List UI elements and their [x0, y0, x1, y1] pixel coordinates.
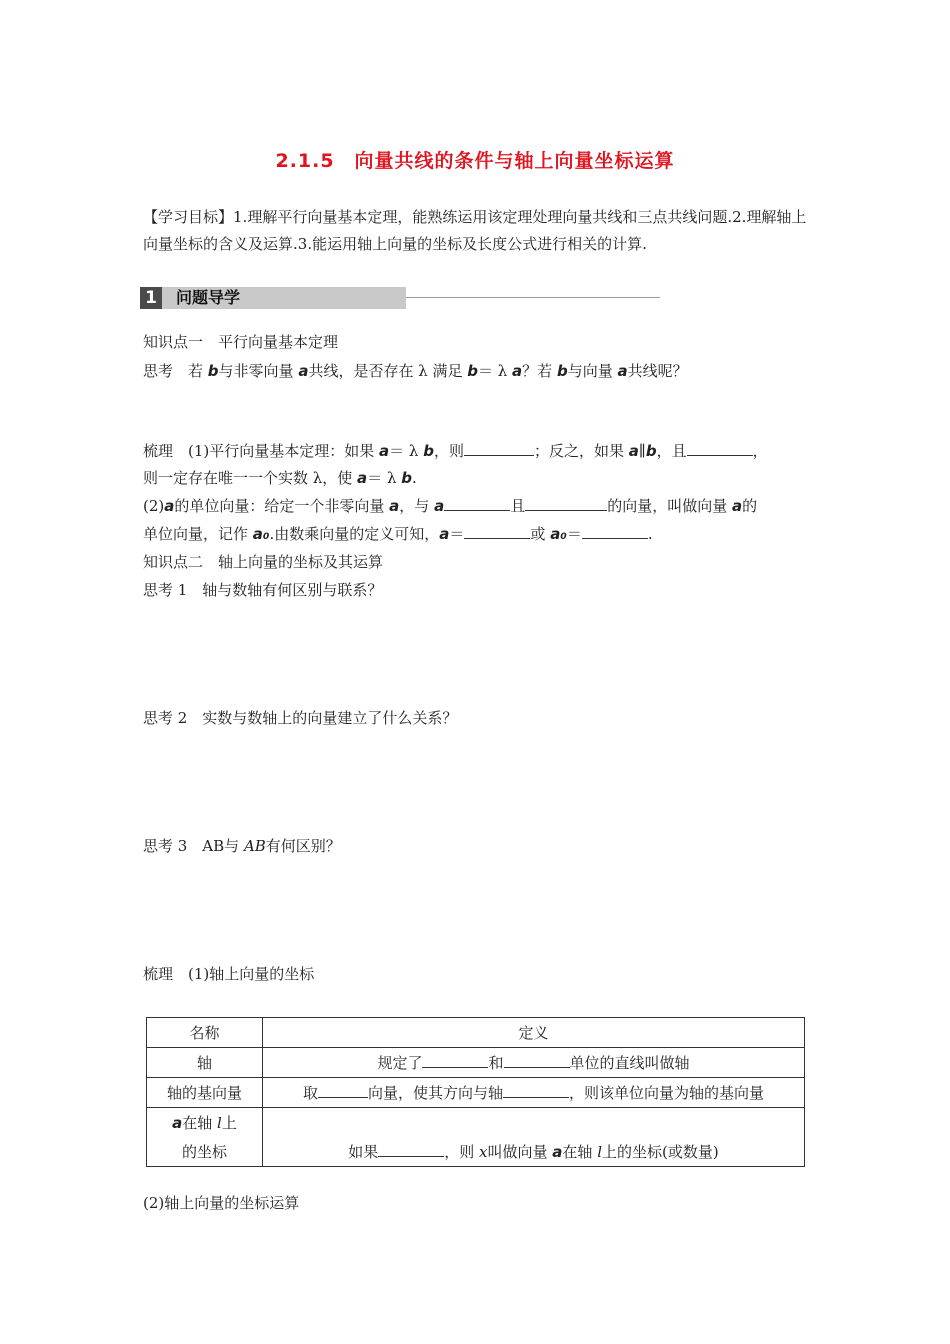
kp1-summary-1b: 则一定存在唯一一个实数 λ，使 a＝ λ b. — [143, 469, 417, 487]
kp1-summary-1: 梳理 (1)平行向量基本定理：如果 a＝ λ b，则 ；反之，如果 a∥b，且 ， — [143, 442, 768, 460]
kp2-summary-2: (2)轴上向量的坐标运算 — [143, 1194, 300, 1212]
kp2-think-2: 思考 2 实数与数轴上的向量建立了什么关系？ — [143, 709, 458, 727]
blank-field[interactable] — [525, 496, 607, 511]
table-row: 的坐标 如果 ，则 x叫做向量 a在轴 l上的坐标(或数量) — [147, 1137, 805, 1167]
blank-field[interactable] — [464, 524, 530, 539]
goals-text: 1.理解平行向量基本定理，能熟练运用该定理处理向量共线和三点共线问题.2.理解轴上向量坐标的含义及运算.3.能运用轴上向量的坐标及长度公式进行相关的计算. — [143, 208, 807, 253]
kp1-think: 思考 若 b与非零向量 a共线，是否存在 λ 满足 b＝ λ a？若 b与向量 a共线呢？ — [143, 362, 688, 380]
blank-field[interactable] — [582, 524, 648, 539]
table-header-definition: 定义 — [263, 1018, 805, 1048]
blank-field[interactable] — [687, 441, 753, 456]
page-title: 2.1.5 向量共线的条件与轴上向量坐标运算 — [275, 150, 675, 172]
kp1-summary-2: (2)a的单位向量：给定一个非零向量 a，与 a 且 的向量，叫做向量 a的 — [143, 497, 758, 515]
kp2-summary: 梳理 (1)轴上向量的坐标 — [143, 965, 315, 983]
table-row: 轴 规定了 和 单位的直线叫做轴 — [147, 1048, 805, 1078]
blank-field[interactable] — [464, 441, 534, 456]
kp2-think-3: 思考 3 AB与 AB有何区别？ — [143, 837, 341, 855]
blank-field[interactable] — [444, 496, 510, 511]
table-row: a在轴 l上 — [147, 1108, 805, 1138]
table-row: 轴的基向量 取 向量，使其方向与轴 ，则该单位向量为轴的基向量 — [147, 1078, 805, 1108]
blank-field[interactable] — [504, 1053, 570, 1068]
section-title: 问题导学 — [176, 288, 241, 307]
section-number: 1 — [140, 287, 162, 309]
definition-table — [146, 1017, 805, 1167]
blank-field[interactable] — [378, 1142, 444, 1157]
table-header-name: 名称 — [147, 1018, 263, 1048]
section-divider — [406, 297, 660, 298]
blank-field[interactable] — [422, 1053, 488, 1068]
table-row — [147, 1018, 805, 1048]
kp2-heading: 知识点二 轴上向量的坐标及其运算 — [143, 553, 384, 571]
goals-label: 【学习目标】 — [143, 208, 234, 226]
kp1-summary-2b: 单位向量，记作 a₀.由数乘向量的定义可知，a＝ 或 a₀＝ . — [143, 525, 653, 543]
blank-field[interactable] — [503, 1083, 569, 1098]
kp1-heading: 知识点一 平行向量基本定理 — [143, 333, 339, 351]
learning-goals — [143, 204, 813, 258]
kp2-think-1: 思考 1 轴与数轴有何区别与联系？ — [143, 581, 383, 599]
blank-field[interactable] — [318, 1083, 368, 1098]
